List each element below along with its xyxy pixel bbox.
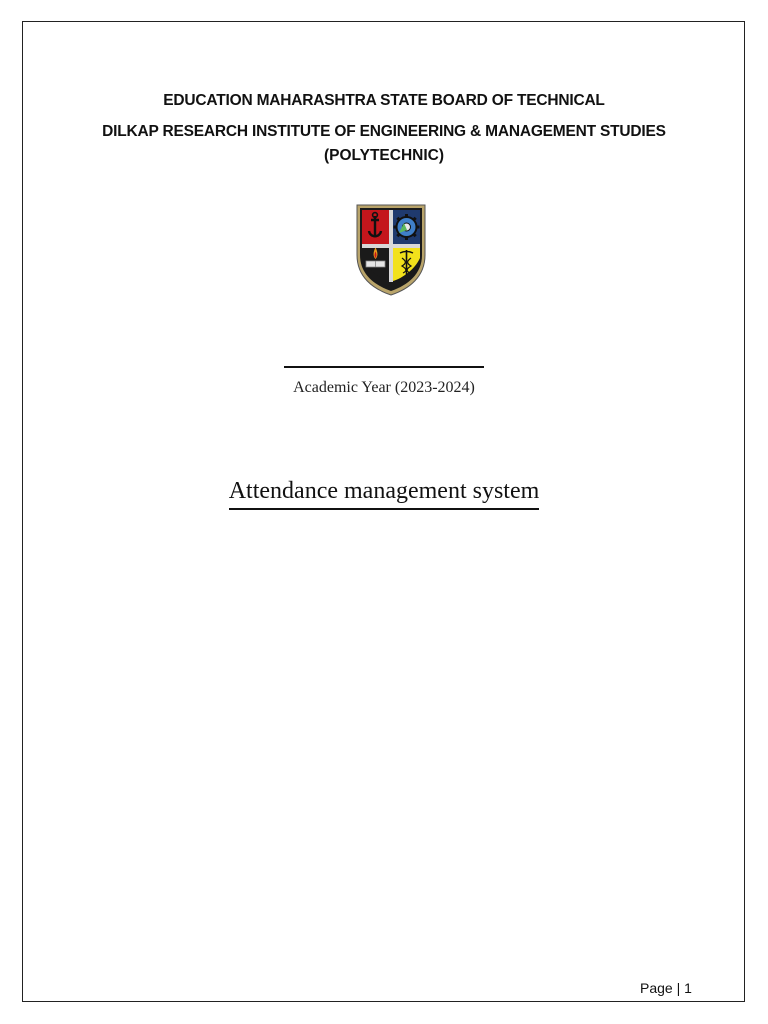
page-border	[22, 21, 745, 1002]
institute-crest-icon	[355, 203, 427, 297]
document-title: Attendance management system	[229, 478, 540, 510]
title-wrapper	[0, 478, 768, 510]
institute-heading: DILKAP RESEARCH INSTITUTE OF ENGINEERING & MANAGEMENT STUDIES	[102, 123, 666, 140]
divider-line	[284, 366, 484, 368]
page-number: 1	[684, 980, 692, 996]
page-footer	[640, 980, 692, 996]
page-label: Page	[640, 980, 673, 996]
academic-year: Academic Year (2023-2024)	[293, 379, 475, 396]
institute-type-heading: (POLYTECHNIC)	[324, 147, 444, 164]
page-separator: |	[676, 980, 681, 996]
board-heading: EDUCATION MAHARASHTRA STATE BOARD OF TECHNICAL	[163, 92, 605, 109]
